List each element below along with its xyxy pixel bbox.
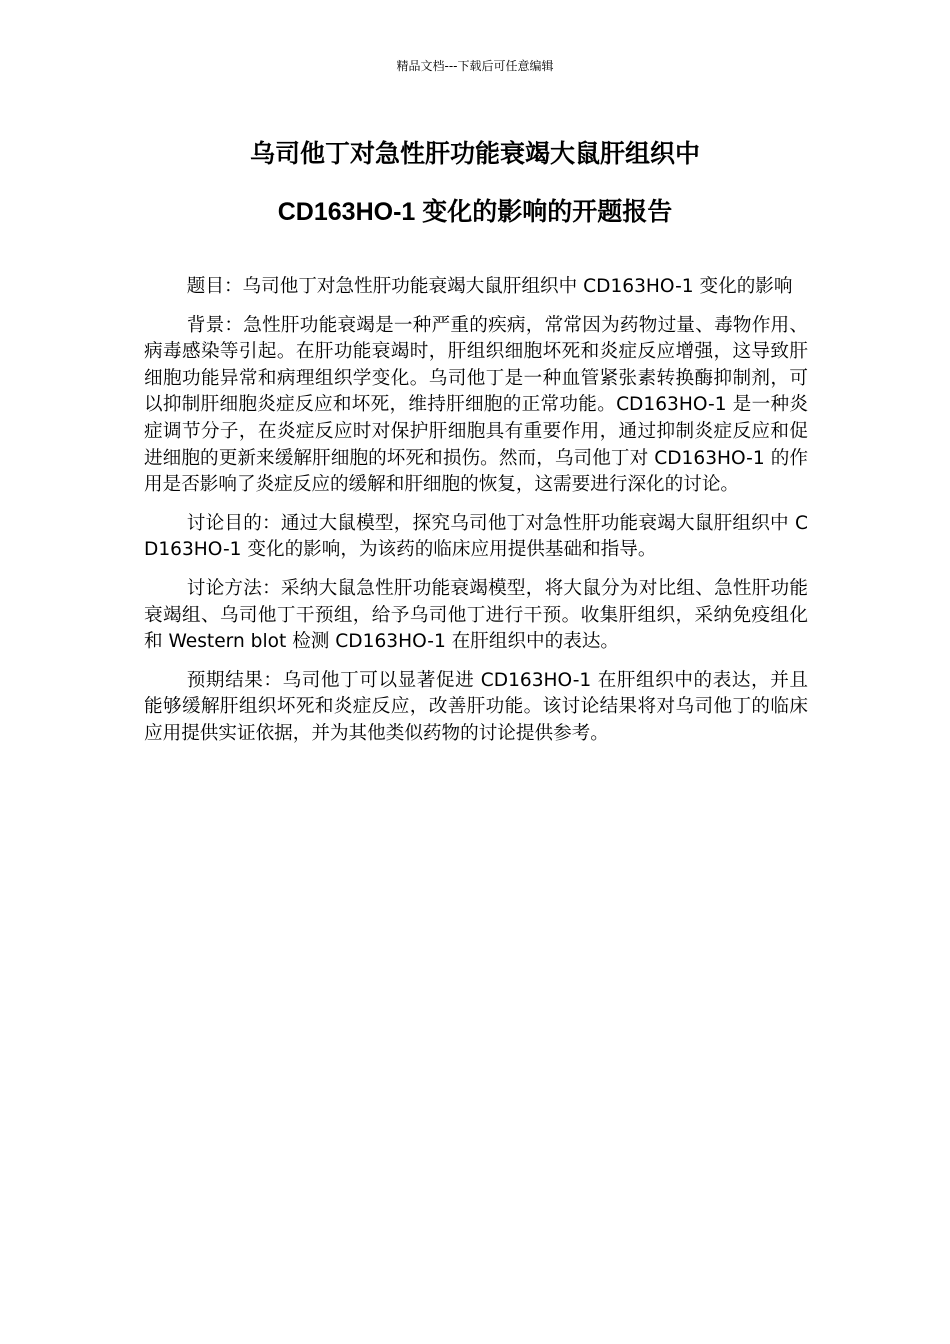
paragraph-topic: 题目：乌司他丁对急性肝功能衰竭大鼠肝组织中 CD163HO-1 变化的影响 xyxy=(186,276,793,297)
document-body xyxy=(144,274,808,760)
document-title-line-1: 乌司他丁对急性肝功能衰竭大鼠肝组织中 xyxy=(249,140,700,168)
paragraph-method: 讨论方法：采纳大鼠急性肝功能衰竭模型，将大鼠分为对比组、急性肝功能衰竭组、乌司他丁干预组，给予乌司他丁进行干预。收集肝组织，采纳免疫组化和 Western blot 检测 CD163HO-1 在肝组织中的表达。 xyxy=(144,577,808,653)
document-title-line-2: CD163HO-1 变化的影响的开题报告 xyxy=(277,198,673,226)
paragraph-background: 背景：急性肝功能衰竭是一种严重的疾病，常常因为药物过量、毒物作用、病毒感染等引起。在肝功能衰竭时，肝组织细胞坏死和炎症反应增强，这导致肝细胞功能异常和病理组织学变化。乌司他丁是一种血管紧张素转换酶抑制剂，可以抑制肝细胞炎症反应和坏死，维持肝细胞的正常功能。CD163HO-1 是一种炎症调节分子，在炎症反应时对保护肝细胞具有重要作用，通过抑制炎症反应和促进细胞的更新来缓解肝细胞的坏死和损伤。然而，乌司他丁对 CD163HO-1 的作用是否影响了炎症反应的缓解和肝细胞的恢复，这需要进行深化的讨论。 xyxy=(144,314,808,496)
paragraph-expected-results: 预期结果：乌司他丁可以显著促进 CD163HO-1 在肝组织中的表达，并且能够缓解肝组织坏死和炎症反应，改善肝功能。该讨论结果将对乌司他丁的临床应用提供实证依据，并为其他类似药物的讨论提供参考。 xyxy=(144,669,808,744)
page-header: 精品文档---下载后可任意编辑 xyxy=(396,59,554,73)
paragraph-purpose: 讨论目的：通过大鼠模型，探究乌司他丁对急性肝功能衰竭大鼠肝组织中 CD163HO-1 变化的影响，为该药的临床应用提供基础和指导。 xyxy=(144,512,808,561)
